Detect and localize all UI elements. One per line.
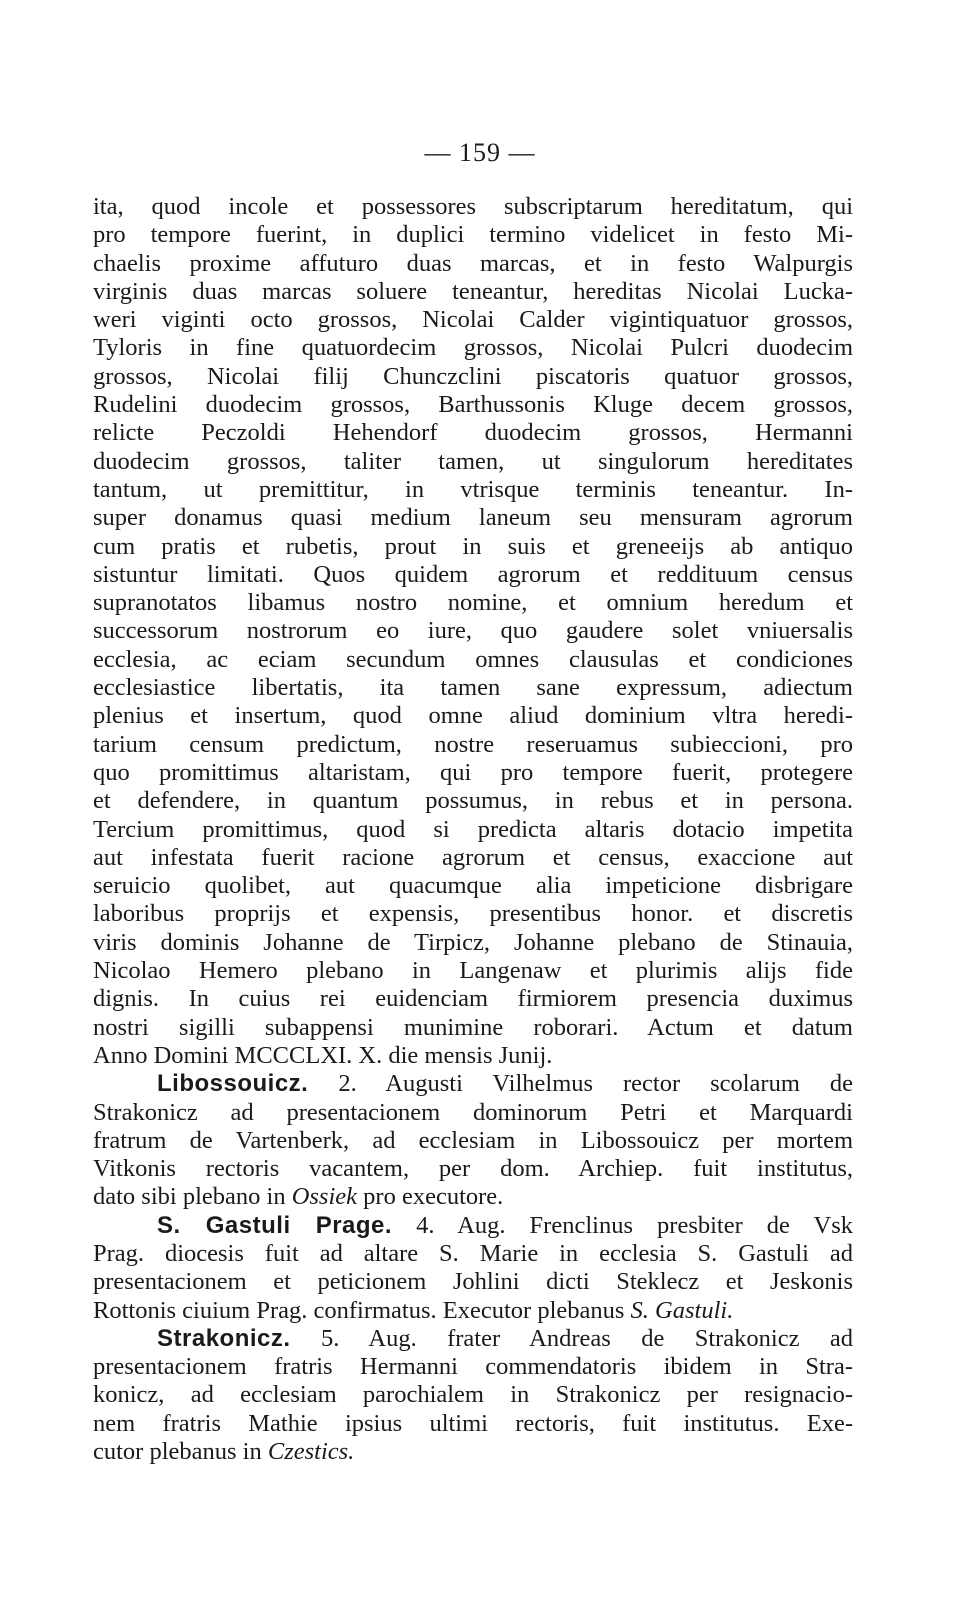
text-line: aut infestata fuerit racione agrorum et census, exaccione aut bbox=[93, 843, 853, 871]
text-line: dignis. In cuius rei euidenciam firmiorem presencia duximus bbox=[93, 985, 853, 1013]
text-line: presentacionem fratris Hermanni commendatoris ibidem in Stra- bbox=[93, 1353, 853, 1381]
entry-last-line: Rottonis ciuium Prag. confirmatus. Executor plebanus S. Gastuli. bbox=[93, 1296, 734, 1324]
text-line: ecclesiastice libertatis, ita tamen sane expressum, adiectum bbox=[93, 674, 853, 702]
text-line: nem fratris Mathie ipsius ultimi rectoris, fuit institutus. Exe- bbox=[93, 1409, 853, 1437]
entry-heading: Libossouicz. bbox=[157, 1070, 309, 1098]
text-line: supranotatos libamus nostro nomine, et omnium heredum et bbox=[93, 589, 853, 617]
entry-lines bbox=[93, 1240, 853, 1297]
entry-lines bbox=[93, 1353, 853, 1438]
text-line: Tyloris in fine quatuordecim grossos, Nicolai Pulcri duodecim bbox=[93, 334, 853, 362]
text-line: seruicio quolibet, aut quacumque alia impeticione disbrigare bbox=[93, 872, 853, 900]
text-line: fratrum de Vartenberk, ad ecclesiam in Libossouicz per mortem bbox=[93, 1126, 853, 1154]
text-line: Anno Domini MCCCLXI. X. die mensis Junij. bbox=[93, 1041, 553, 1069]
text-line: chaelis proxime affuturo duas marcas, et in festo Walpurgis bbox=[93, 249, 853, 277]
entry-text: 5. Aug. frater Andreas de Strakonicz ad bbox=[320, 1324, 853, 1352]
text-line: presentacionem et peticionem Johlini dicti Steklecz et Jeskonis bbox=[93, 1268, 853, 1296]
text-line: Rudelini duodecim grossos, Barthussonis Kluge decem grossos, bbox=[93, 391, 853, 419]
entry-text: 2. Augusti Vilhelmus rector scolarum de bbox=[338, 1070, 853, 1098]
entry-s-gastuli-prage bbox=[93, 1212, 853, 1325]
entry-text: 4. Aug. Frenclinus presbiter de Vsk bbox=[416, 1211, 853, 1239]
text-line: grossos, Nicolai filij Chunczclini piscatoris quatuor grossos, bbox=[93, 362, 853, 390]
text-line: tarium censum predictum, nostre reseruamus subieccioni, pro bbox=[93, 730, 853, 758]
text-line: successorum nostrorum eo iure, quo gaudere solet vniuersalis bbox=[93, 617, 853, 645]
text-line: virginis duas marcas soluere teneantur, hereditas Nicolai Lucka- bbox=[93, 277, 853, 305]
text-line: Vitkonis rectoris vacantem, per dom. Archiep. fuit institutus, bbox=[93, 1155, 853, 1183]
text-line: relicte Peczoldi Hehendorf duodecim grossos, Hermanni bbox=[93, 419, 853, 447]
text-line: konicz, ad ecclesiam parochialem in Strakonicz per resignacio- bbox=[93, 1381, 853, 1409]
entry-last-line: dato sibi plebano in Ossiek pro executore. bbox=[93, 1183, 504, 1211]
entry-last-line: cutor plebanus in Czestics. bbox=[93, 1438, 355, 1466]
entry-heading: S. Gastuli Prage. bbox=[157, 1211, 393, 1239]
text-line: ita, quod incole et possessores subscriptarum hereditatum, qui bbox=[93, 193, 853, 220]
text-line: et defendere, in quantum possumus, in rebus et in persona. bbox=[93, 787, 853, 815]
text-line: laboribus proprijs et expensis, presentibus honor. et discretis bbox=[93, 900, 853, 928]
text-line: cum pratis et rubetis, prout in suis et greneeijs ab antiquo bbox=[93, 532, 853, 560]
page-number: — 159 — bbox=[424, 138, 536, 167]
body-text bbox=[93, 193, 853, 1466]
text-line: ecclesia, ac eciam secundum omnes clausulas et condiciones bbox=[93, 645, 853, 673]
text-line: pro tempore fuerint, in duplici termino videlicet in festo Mi- bbox=[93, 221, 853, 249]
text-line: tantum, ut premittitur, in vtrisque terminis teneantur. In- bbox=[93, 475, 853, 503]
text-line: sistuntur limitati. Quos quidem agrorum et reddituum census bbox=[93, 560, 853, 588]
text-line: Nicolao Hemero plebano in Langenaw et plurimis alijs fide bbox=[93, 957, 853, 985]
place-name: Ossiek bbox=[291, 1183, 358, 1211]
entry-heading: Strakonicz. bbox=[157, 1324, 291, 1352]
entry-first-line bbox=[93, 1212, 853, 1240]
entry-lines bbox=[93, 1099, 853, 1184]
text-line: nostri sigilli subappensi munimine roborari. Actum et datum bbox=[93, 1013, 853, 1041]
place-name: Czestics. bbox=[267, 1438, 355, 1466]
text-line: quo promittimus altaristam, qui pro tempore fuerit, protegere bbox=[93, 758, 853, 786]
text-line: viris dominis Johanne de Tirpicz, Johanne plebano de Stinauia, bbox=[93, 928, 853, 956]
text-line: Prag. diocesis fuit ad altare S. Marie in ecclesia S. Gastuli ad bbox=[93, 1239, 853, 1267]
entry-first-line bbox=[93, 1325, 853, 1353]
place-name: S. Gastuli. bbox=[630, 1296, 734, 1324]
entry-strakonicz bbox=[93, 1325, 853, 1466]
text-line: plenius et insertum, quod omne aliud dominium vltra heredi- bbox=[93, 702, 853, 730]
text-line: weri viginti octo grossos, Nicolai Calder vigintiquatuor grossos, bbox=[93, 306, 853, 334]
charter-paragraph bbox=[93, 193, 853, 1070]
text-line: Tercium promittimus, quod si predicta altaris dotacio impetita bbox=[93, 815, 853, 843]
entry-first-line bbox=[93, 1070, 853, 1098]
text-line: super donamus quasi medium laneum seu mensuram agrorum bbox=[93, 504, 853, 532]
text-line: Strakonicz ad presentacionem dominorum Petri et Marquardi bbox=[93, 1098, 853, 1126]
text-line: duodecim grossos, taliter tamen, ut singulorum hereditates bbox=[93, 447, 853, 475]
entry-libossouicz bbox=[93, 1070, 853, 1211]
